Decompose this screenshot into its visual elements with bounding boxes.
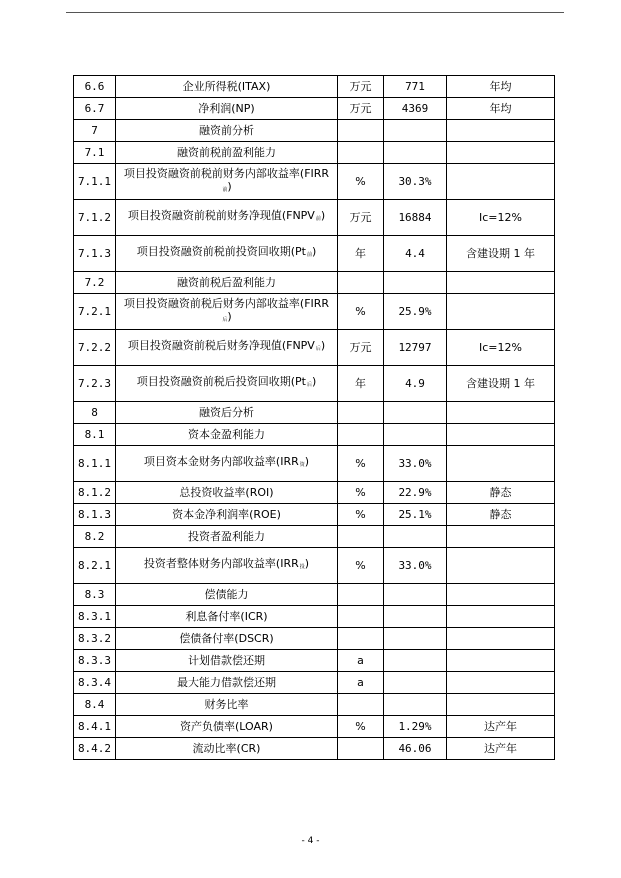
financial-indicators-table (73, 75, 555, 760)
row-number-cell: 8.3 (74, 584, 116, 606)
unit-cell (338, 606, 384, 628)
item-name-text: 投资者整体财务内部收益率(IRR (143, 557, 299, 570)
note-cell (447, 402, 555, 424)
item-name-cell: 资产负债率(LOAR) (116, 716, 338, 738)
value-cell (384, 120, 447, 142)
item-name-text: 项目资本金财务内部收益率(IRR (143, 455, 299, 468)
table-row (74, 402, 555, 424)
unit-cell: % (338, 164, 384, 200)
item-name-cell: 最大能力借款偿还期 (116, 672, 338, 694)
value-cell (384, 272, 447, 294)
note-cell: 含建设期 1 年 (447, 236, 555, 272)
note-cell (447, 606, 555, 628)
item-name-cell: 资本金盈利能力 (116, 424, 338, 446)
item-name-cell: 财务比率 (116, 694, 338, 716)
row-number-cell: 8.2.1 (74, 548, 116, 584)
unit-cell (338, 738, 384, 760)
table-row (74, 482, 555, 504)
item-subscript: 后 (315, 346, 321, 352)
value-cell (384, 606, 447, 628)
row-number-cell: 8.3.1 (74, 606, 116, 628)
row-number-cell: 8.4 (74, 694, 116, 716)
value-cell: 33.0% (384, 446, 447, 482)
row-number-cell: 8.1.1 (74, 446, 116, 482)
note-cell (447, 446, 555, 482)
value-cell (384, 584, 447, 606)
row-number-cell: 7.2.1 (74, 294, 116, 330)
value-cell: 16884 (384, 200, 447, 236)
item-name-cell: 融资前税后盈利能力 (116, 272, 338, 294)
table-row (74, 142, 555, 164)
note-cell: Ic=12% (447, 330, 555, 366)
item-name-cell (116, 164, 338, 200)
table-row (74, 366, 555, 402)
unit-cell: 年 (338, 236, 384, 272)
value-cell: 4369 (384, 98, 447, 120)
value-cell: 33.0% (384, 548, 447, 584)
value-cell: 771 (384, 76, 447, 98)
row-number-cell: 7.2.3 (74, 366, 116, 402)
table-row (74, 606, 555, 628)
unit-cell: % (338, 446, 384, 482)
item-name-cell: 资本金净利润率(ROE) (116, 504, 338, 526)
table-row (74, 424, 555, 446)
item-name-cell (116, 446, 338, 482)
table-row (74, 526, 555, 548)
table-row (74, 76, 555, 98)
item-name-text: 项目投资融资前税前财务内部收益率(FIRR (123, 166, 330, 180)
item-subscript: 资 (299, 462, 305, 468)
item-name-cell: 净利润(NP) (116, 98, 338, 120)
unit-cell: a (338, 650, 384, 672)
table-row (74, 294, 555, 330)
item-name-cell: 投资者盈利能力 (116, 526, 338, 548)
table-row (74, 628, 555, 650)
row-number-cell: 6.7 (74, 98, 116, 120)
item-name-cell: 偿债备付率(DSCR) (116, 628, 338, 650)
unit-cell (338, 120, 384, 142)
unit-cell (338, 584, 384, 606)
value-cell: 4.9 (384, 366, 447, 402)
row-number-cell: 8 (74, 402, 116, 424)
note-cell: 达产年 (447, 738, 555, 760)
item-subscript: 前 (306, 252, 312, 258)
row-number-cell: 8.3.2 (74, 628, 116, 650)
note-cell (447, 120, 555, 142)
item-subscript: 前 (315, 216, 321, 222)
value-cell: 4.4 (384, 236, 447, 272)
value-cell (384, 694, 447, 716)
table-row (74, 548, 555, 584)
value-cell: 30.3% (384, 164, 447, 200)
item-name-cell (116, 366, 338, 402)
note-cell: 年均 (447, 98, 555, 120)
item-close-paren: ) (227, 309, 232, 323)
note-cell (447, 694, 555, 716)
row-number-cell: 8.4.1 (74, 716, 116, 738)
row-number-cell: 8.1.2 (74, 482, 116, 504)
item-name-text: 项目投资融资前税前投资回收期(Pt (136, 245, 306, 258)
unit-cell (338, 526, 384, 548)
item-name-cell: 偿债能力 (116, 584, 338, 606)
row-number-cell: 8.3.4 (74, 672, 116, 694)
page-number: - 4 - (301, 836, 320, 846)
unit-cell (338, 628, 384, 650)
row-number-cell: 7.1.2 (74, 200, 116, 236)
row-number-cell: 8.4.2 (74, 738, 116, 760)
value-cell (384, 628, 447, 650)
table-row (74, 200, 555, 236)
unit-cell (338, 424, 384, 446)
note-cell (447, 164, 555, 200)
item-close-paren: ) (227, 179, 232, 193)
unit-cell: % (338, 482, 384, 504)
row-number-cell: 8.1.3 (74, 504, 116, 526)
unit-cell: a (338, 672, 384, 694)
note-cell: 含建设期 1 年 (447, 366, 555, 402)
item-name-text: 项目投资融资前税前财务净现值(FNPV (127, 209, 315, 222)
note-cell (447, 584, 555, 606)
table-row (74, 164, 555, 200)
value-cell: 25.9% (384, 294, 447, 330)
note-cell (447, 294, 555, 330)
item-name-cell (116, 294, 338, 330)
table-row (74, 120, 555, 142)
table-row (74, 272, 555, 294)
note-cell: 静态 (447, 482, 555, 504)
item-name-text: 项目投资融资前税后投资回收期(Pt (136, 375, 306, 388)
item-subscript: 后 (306, 382, 312, 388)
value-cell (384, 650, 447, 672)
item-close-paren: ) (311, 375, 317, 388)
row-number-cell: 8.2 (74, 526, 116, 548)
note-cell (447, 142, 555, 164)
unit-cell (338, 402, 384, 424)
item-name-cell: 企业所得税(ITAX) (116, 76, 338, 98)
item-name-text: 项目投资融资前税后财务内部收益率(FIRR (123, 296, 330, 310)
unit-cell (338, 142, 384, 164)
item-name-text: 项目投资融资前税后财务净现值(FNPV (127, 339, 315, 352)
table-row (74, 694, 555, 716)
unit-cell: 万元 (338, 200, 384, 236)
value-cell (384, 142, 447, 164)
value-cell (384, 672, 447, 694)
row-number-cell: 7 (74, 120, 116, 142)
note-cell (447, 672, 555, 694)
item-close-paren: ) (320, 339, 326, 352)
value-cell (384, 424, 447, 446)
item-name-cell: 融资后分析 (116, 402, 338, 424)
note-cell: 静态 (447, 504, 555, 526)
item-subscript: 后 (222, 316, 228, 323)
table-row (74, 672, 555, 694)
value-cell: 46.06 (384, 738, 447, 760)
unit-cell: 万元 (338, 98, 384, 120)
table-row (74, 738, 555, 760)
item-name-cell: 融资前分析 (116, 120, 338, 142)
item-name-cell: 融资前税前盈利能力 (116, 142, 338, 164)
item-name-cell: 总投资收益率(ROI) (116, 482, 338, 504)
row-number-cell: 8.1 (74, 424, 116, 446)
item-close-paren: ) (311, 245, 317, 258)
row-number-cell: 7.1.1 (74, 164, 116, 200)
row-number-cell: 7.2 (74, 272, 116, 294)
note-cell (447, 272, 555, 294)
note-cell (447, 650, 555, 672)
table-body (74, 76, 555, 760)
row-number-cell: 6.6 (74, 76, 116, 98)
item-close-paren: ) (304, 557, 310, 570)
item-subscript: 投 (299, 564, 305, 570)
row-number-cell: 7.1.3 (74, 236, 116, 272)
item-name-cell (116, 330, 338, 366)
table-row (74, 504, 555, 526)
unit-cell: 万元 (338, 76, 384, 98)
item-name-cell (116, 200, 338, 236)
value-cell: 25.1% (384, 504, 447, 526)
table-row (74, 98, 555, 120)
row-number-cell: 8.3.3 (74, 650, 116, 672)
value-cell: 22.9% (384, 482, 447, 504)
note-cell: Ic=12% (447, 200, 555, 236)
item-subscript: 前 (222, 186, 228, 193)
unit-cell (338, 272, 384, 294)
unit-cell: % (338, 504, 384, 526)
value-cell: 12797 (384, 330, 447, 366)
unit-cell: % (338, 548, 384, 584)
item-name-cell (116, 548, 338, 584)
item-name-cell (116, 236, 338, 272)
table-row (74, 330, 555, 366)
item-close-paren: ) (320, 209, 326, 222)
note-cell: 达产年 (447, 716, 555, 738)
value-cell (384, 402, 447, 424)
unit-cell: % (338, 294, 384, 330)
row-number-cell: 7.2.2 (74, 330, 116, 366)
value-cell: 1.29% (384, 716, 447, 738)
header-rule (66, 12, 564, 13)
item-name-cell: 计划借款偿还期 (116, 650, 338, 672)
unit-cell (338, 694, 384, 716)
item-name-cell: 流动比率(CR) (116, 738, 338, 760)
note-cell (447, 526, 555, 548)
unit-cell: % (338, 716, 384, 738)
note-cell (447, 548, 555, 584)
note-cell (447, 424, 555, 446)
table-row (74, 446, 555, 482)
note-cell (447, 628, 555, 650)
unit-cell: 年 (338, 366, 384, 402)
table-row (74, 716, 555, 738)
table-row (74, 236, 555, 272)
value-cell (384, 526, 447, 548)
unit-cell: 万元 (338, 330, 384, 366)
table-row (74, 650, 555, 672)
note-cell: 年均 (447, 76, 555, 98)
row-number-cell: 7.1 (74, 142, 116, 164)
item-close-paren: ) (304, 455, 310, 468)
table-row (74, 584, 555, 606)
item-name-cell: 利息备付率(ICR) (116, 606, 338, 628)
